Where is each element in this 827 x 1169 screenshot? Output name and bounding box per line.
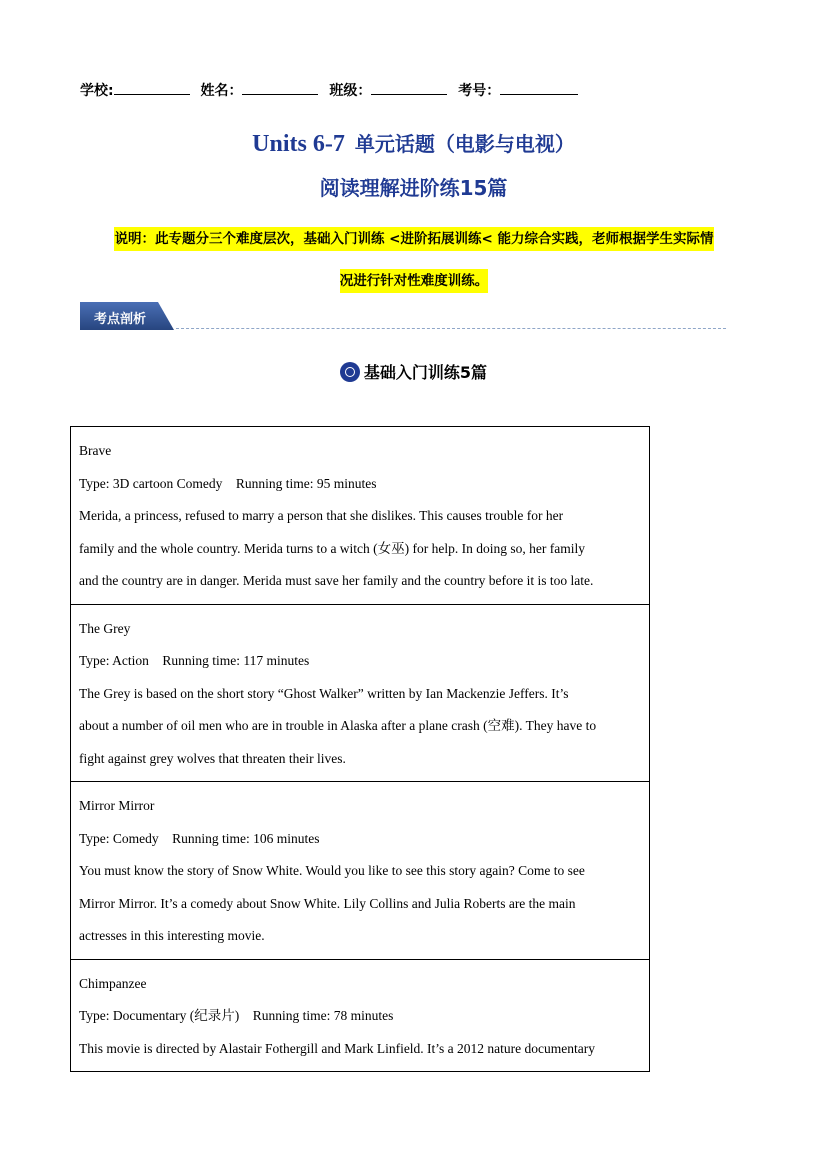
movie-cell xyxy=(71,782,650,960)
section-divider xyxy=(176,328,726,329)
note-line-2: 况进行针对性难度训练。 xyxy=(340,269,489,293)
movie-text-line: Mirror Mirror. It’s a comedy about Snow White. Lily Collins and Julia Roberts are the main xyxy=(79,895,576,911)
movie-title: Brave xyxy=(79,443,112,458)
movie-text-line: This movie is directed by Alastair Fothergill and Mark Linfield. It’s a 2012 nature documentary xyxy=(79,1040,596,1056)
note-line-1: 说明：此专题分三个难度层次，基础入门训练 <进阶拓展训练< 能力综合实践，老师根据学生实际情 xyxy=(114,227,713,251)
name-blank[interactable] xyxy=(242,82,318,95)
movie-cell xyxy=(71,959,650,1072)
movie-meta: Type: Comedy Running time: 106 minutes xyxy=(79,830,320,846)
school-blank[interactable] xyxy=(114,82,190,95)
section-tab-label: 考点剖析 xyxy=(94,312,147,327)
movie-meta: Type: 3D cartoon Comedy Running time: 95 minutes xyxy=(79,475,377,491)
movie-meta: Type: Action Running time: 117 minutes xyxy=(79,653,310,668)
movie-cell xyxy=(71,427,650,605)
movie-text-line: The Grey is based on the short story “Ghost Walker” written by Ian Mackenzie Jeffers. It’s xyxy=(79,685,569,701)
subheading-text: 基础入门训练5篇 xyxy=(363,363,488,382)
movie-title: Mirror Mirror xyxy=(79,798,155,813)
section-tab xyxy=(80,302,174,330)
student-info-line xyxy=(80,80,584,100)
section-subheading xyxy=(0,360,827,383)
class-blank[interactable] xyxy=(371,82,447,95)
movie-text-line: You must know the story of Snow White. Would you like to see this story again? Come to see xyxy=(79,863,585,878)
movie-text-line: fight against grey wolves that threaten their lives. xyxy=(79,750,346,766)
movie-title: Chimpanzee xyxy=(79,975,147,991)
name-label: 姓名： xyxy=(200,83,243,99)
movie-text-line: and the country are in danger. Merida must save her family and the country before it is too late. xyxy=(79,573,594,588)
table-row xyxy=(71,604,650,782)
class-label: 班级： xyxy=(329,83,372,99)
exam-no-blank[interactable] xyxy=(500,82,578,95)
movie-cell xyxy=(71,604,650,782)
table-row xyxy=(71,427,650,605)
school-label: 学校: xyxy=(80,83,114,99)
title-units: Units 6-7 xyxy=(252,131,345,157)
title-topic: 单元话题（电影与电视） xyxy=(354,132,575,156)
table-row xyxy=(71,782,650,960)
movie-text-line: family and the whole country. Merida turns to a witch (女巫) for help. In doing so, her family xyxy=(79,540,585,556)
exam-no-label: 考号： xyxy=(458,83,501,99)
movie-text-line: Merida, a princess, refused to marry a person that she dislikes. This causes trouble for her xyxy=(79,508,564,523)
instruction-note xyxy=(78,218,750,302)
movie-title: The Grey xyxy=(79,620,131,636)
table-row xyxy=(71,959,650,1072)
movie-table xyxy=(70,426,650,1072)
page-subtitle: 阅读理解进阶练15篇 xyxy=(319,176,508,200)
circle-badge-icon xyxy=(340,362,360,382)
movie-meta: Type: Documentary (纪录片) Running time: 78 minutes xyxy=(79,1008,394,1023)
movie-text-line: about a number of oil men who are in trouble in Alaska after a plane crash (空难). They have to xyxy=(79,718,597,733)
movie-text-line: actresses in this interesting movie. xyxy=(79,928,265,943)
page-title xyxy=(0,128,827,158)
